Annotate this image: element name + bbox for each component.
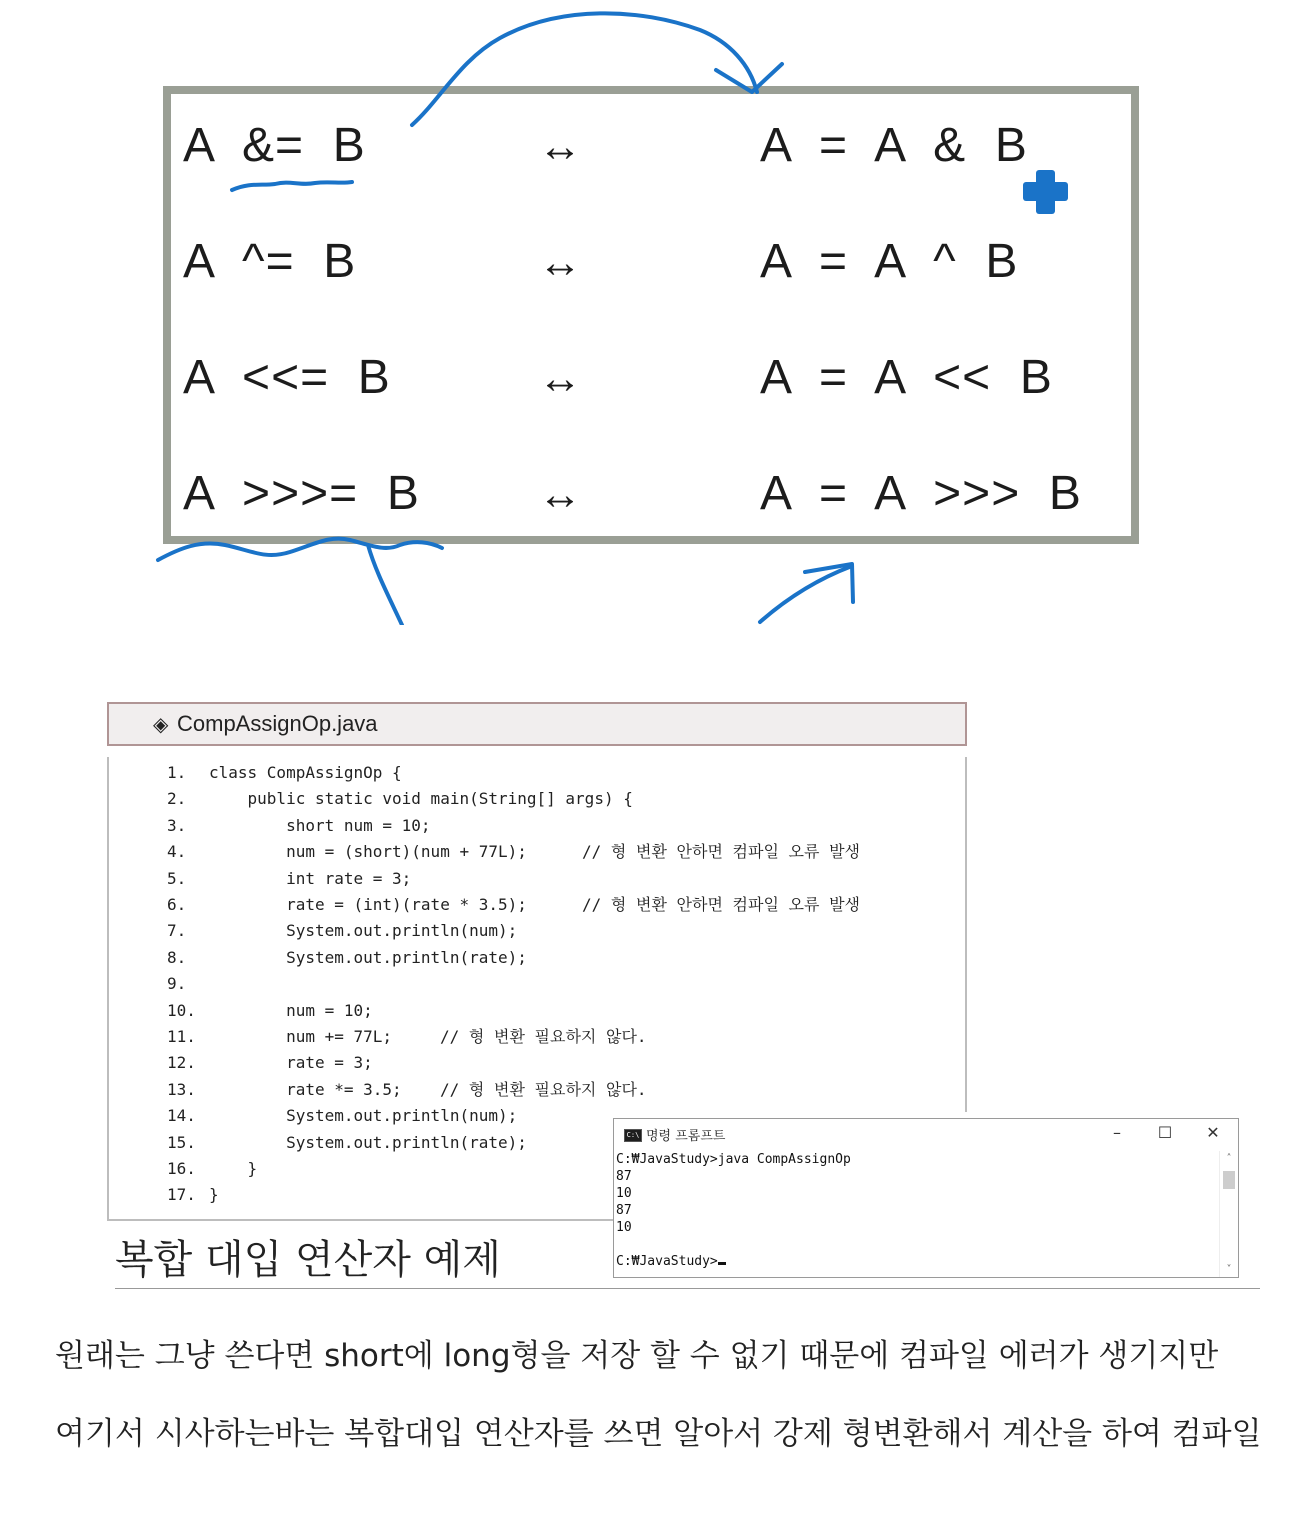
handwritten-annotations xyxy=(0,0,1313,625)
row4-expanded-expression: A = A >>> B xyxy=(760,467,1082,520)
line-number: 1. xyxy=(167,763,187,782)
console-line: 87 xyxy=(616,1203,632,1218)
console-line: 87 xyxy=(616,1169,632,1184)
code-text: System.out.println(num); xyxy=(209,921,518,941)
row3-compound-operator: A <<= B xyxy=(183,351,391,404)
scroll-up-icon[interactable]: ˄ xyxy=(1226,1153,1232,1164)
line-number: 13. xyxy=(167,1079,196,1099)
row3-expanded-expression: A = A << B xyxy=(760,351,1053,404)
code-text: class CompAssignOp { xyxy=(209,763,402,782)
line-number: 3. xyxy=(167,815,187,835)
minimize-button[interactable]: – xyxy=(1113,1123,1121,1142)
ink-arrow-bottom-shaft xyxy=(760,566,852,622)
line-number: 5. xyxy=(167,868,187,888)
line-number: 15. xyxy=(167,1132,196,1152)
console-prompt: C:₩JavaStudy> xyxy=(616,1254,718,1269)
code-text: } xyxy=(209,1185,219,1205)
row4-equivalence-arrow: ↔ xyxy=(538,470,583,519)
ink-underline-and-assign xyxy=(232,182,352,190)
line-number: 17. xyxy=(167,1185,196,1205)
row1-equivalence-arrow: ↔ xyxy=(538,122,583,171)
console-title: 명령 프롬프트 xyxy=(646,1129,726,1144)
code-frame-bottom xyxy=(107,1219,617,1221)
code-frame-left xyxy=(107,757,109,1220)
paragraph-2: 여기서 시사하는바는 복합대입 연산자를 쓰면 알아서 강제 형변환해서 계산을 하여 컴파일 xyxy=(55,1416,1262,1452)
caption-divider xyxy=(115,1288,1260,1289)
console-line: 10 xyxy=(616,1186,632,1201)
code-comment: // 형 변환 안하면 컴파일 오류 발생 xyxy=(582,895,860,914)
code-text: short num = 10; xyxy=(209,815,431,835)
row2-expanded-expression: A = A ^ B xyxy=(760,235,1019,288)
console-prompt-line xyxy=(616,1253,1216,1270)
code-text: rate = 3; xyxy=(209,1053,373,1073)
row1-expanded-expression: A = A & B xyxy=(760,119,1028,172)
command-prompt-window[interactable] xyxy=(613,1118,1239,1278)
console-line xyxy=(616,1236,1216,1253)
console-titlebar[interactable] xyxy=(614,1119,1238,1149)
console-scrollbar[interactable] xyxy=(1219,1151,1238,1277)
code-comment: // 형 변환 필요하지 않다. xyxy=(440,1079,647,1099)
code-file-header xyxy=(107,702,967,746)
operator-equivalence-figure xyxy=(0,0,1313,625)
line-number: 6. xyxy=(167,895,187,914)
code-text: } xyxy=(209,1159,258,1178)
console-app-icon: C:\ xyxy=(624,1129,642,1142)
code-text: System.out.println(rate); xyxy=(209,947,527,967)
code-text: System.out.println(rate); xyxy=(209,1132,527,1152)
figure-caption: 복합 대입 연산자 예제 xyxy=(115,1237,501,1283)
paragraph-1: 원래는 그냥 쓴다면 short에 long형을 저장 할 수 없기 때문에 컴파일 에러가 생기지만 xyxy=(55,1338,1219,1374)
diamond-icon: ◈ xyxy=(153,712,169,736)
console-output[interactable] xyxy=(616,1151,1216,1277)
code-filename: CompAssignOp.java xyxy=(177,711,378,736)
plus-icon xyxy=(1023,170,1068,214)
line-number: 11. xyxy=(167,1027,196,1046)
scroll-down-icon[interactable]: ˅ xyxy=(1226,1264,1232,1275)
row2-equivalence-arrow: ↔ xyxy=(538,238,583,287)
line-number: 12. xyxy=(167,1053,196,1073)
ink-wave-bottom xyxy=(158,539,442,560)
code-text: rate *= 3.5; xyxy=(209,1079,402,1099)
line-number: 9. xyxy=(167,974,187,994)
code-text: System.out.println(num); xyxy=(209,1106,518,1126)
code-text: num += 77L; xyxy=(209,1027,393,1046)
close-button[interactable]: ✕ xyxy=(1206,1123,1220,1142)
line-number: 14. xyxy=(167,1106,196,1126)
line-number: 8. xyxy=(167,947,187,967)
line-number: 7. xyxy=(167,921,187,941)
code-text: int rate = 3; xyxy=(209,868,412,888)
ink-descending-stroke xyxy=(368,545,402,625)
code-text: public static void main(String[] args) { xyxy=(209,789,633,809)
row3-equivalence-arrow: ↔ xyxy=(538,354,583,403)
line-number: 16. xyxy=(167,1159,196,1178)
console-line: C:₩JavaStudy>java CompAssignOp xyxy=(616,1152,851,1167)
row2-compound-operator: A ^= B xyxy=(183,235,357,288)
code-text: num = 10; xyxy=(209,1000,373,1020)
cursor-caret xyxy=(718,1262,726,1265)
ink-curved-arrow-top xyxy=(412,13,757,125)
code-text: num = (short)(num + 77L); xyxy=(209,842,527,862)
console-line: 10 xyxy=(616,1220,632,1235)
line-number: 2. xyxy=(167,789,187,809)
code-comment: // 형 변환 필요하지 않다. xyxy=(440,1027,647,1046)
row4-compound-operator: A >>>= B xyxy=(183,467,420,520)
code-frame-right xyxy=(965,757,967,1112)
code-text: rate = (int)(rate * 3.5); xyxy=(209,895,527,914)
line-number: 10. xyxy=(167,1000,196,1020)
scroll-thumb[interactable] xyxy=(1223,1171,1235,1189)
row1-compound-operator: A &= B xyxy=(183,119,366,172)
maximize-button[interactable]: ☐ xyxy=(1157,1123,1173,1142)
code-comment: // 형 변환 안하면 컴파일 오류 발생 xyxy=(582,842,860,862)
line-number: 4. xyxy=(167,842,187,862)
